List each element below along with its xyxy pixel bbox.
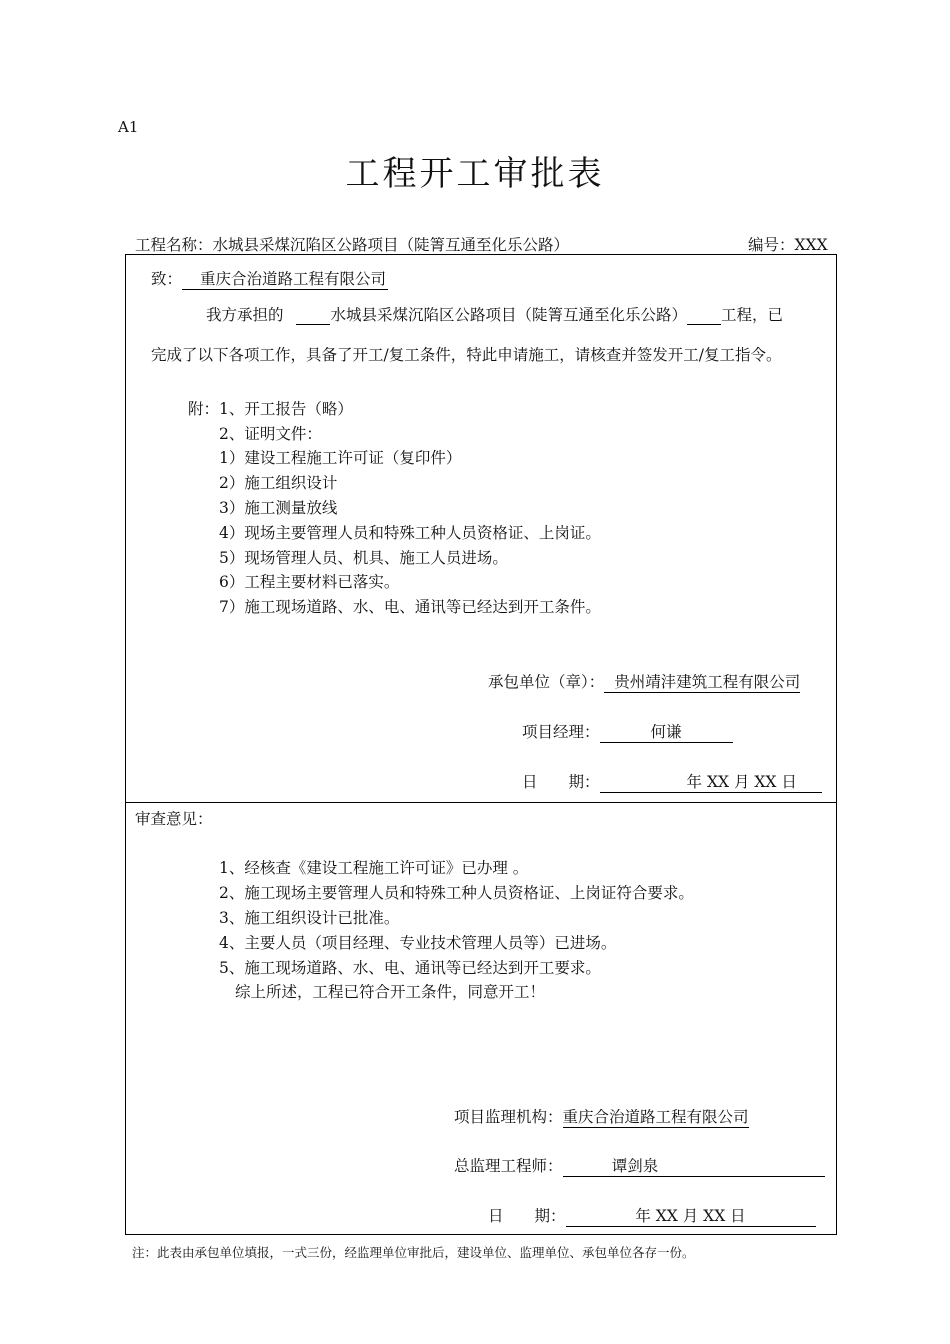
chief-engineer-label: 总监理工程师：: [454, 1157, 563, 1175]
footnote: 注：此表由承包单位填报，一式三份，经监理单位审批后，建设单位、监理单位、承包单位各存一份。: [132, 1245, 695, 1260]
review-item: 2、施工现场主要管理人员和特殊工种人员资格证、上岗证符合要求。: [219, 884, 694, 902]
project-name-label: 工程名称：: [135, 236, 213, 254]
contractor-row: [488, 670, 800, 693]
chief-engineer-value: 谭剑泉: [563, 1154, 825, 1177]
contractor-value: 贵州靖沣建筑工程有限公司: [604, 670, 800, 693]
page-title: 工程开工审批表: [345, 154, 605, 194]
manager-value: 何谦: [600, 720, 733, 743]
form-number-value: XXX: [794, 236, 828, 254]
section-divider: [126, 802, 836, 803]
review-heading: 审查意见：: [135, 810, 213, 828]
attachment-item: 2）施工组织设计: [219, 474, 338, 492]
attachment-item: 附：1、开工报告（略）: [188, 400, 353, 418]
review-item: 3、施工组织设计已批准。: [219, 909, 400, 927]
form-number-label: 编号：: [748, 236, 795, 254]
form-number-row: [748, 233, 828, 255]
supervision-org-row: [454, 1105, 749, 1128]
contractor-label: 承包单位（章）：: [488, 673, 605, 691]
application-date-label: 日 期：: [522, 773, 600, 791]
review-item: 5、施工现场道路、水、电、通讯等已经达到开工要求。: [219, 959, 601, 977]
body-blank-left: [296, 306, 330, 325]
application-date-row: [522, 770, 822, 793]
application-date-value: 年 XX 月 XX 日: [600, 770, 822, 793]
project-name-row: [135, 233, 569, 255]
body-blank-right: [687, 306, 721, 325]
attachment-item: 3）施工测量放线: [219, 499, 338, 517]
review-date-value: 年 XX 月 XX 日: [566, 1204, 816, 1227]
approval-form-table: [125, 254, 837, 1235]
chief-engineer-row: [454, 1154, 825, 1177]
attachment-item: 4）现场主要管理人员和特殊工种人员资格证、上岗证。: [219, 524, 601, 542]
manager-label: 项目经理：: [522, 723, 600, 741]
review-date-row: [488, 1204, 816, 1227]
body-suffix: 工程，已: [720, 306, 783, 324]
attachment-item: 6）工程主要材料已落实。: [219, 573, 400, 591]
attachment-item: 2、证明文件：: [219, 425, 322, 443]
review-item: 4、主要人员（项目经理、专业技术管理人员等）已进场。: [219, 934, 617, 952]
form-code: A1: [118, 118, 139, 136]
review-date-label: 日 期：: [488, 1207, 566, 1225]
addressee-value: 重庆合治道路工程有限公司: [182, 267, 388, 290]
review-conclusion: 综上所述，工程已符合开工条件，同意开工！: [235, 983, 546, 1001]
addressee-row: [151, 267, 388, 290]
application-body-line1: [206, 303, 783, 325]
supervision-org-label: 项目监理机构：: [454, 1108, 563, 1126]
attachment-item: 1）建设工程施工许可证（复印件）: [219, 449, 462, 467]
addressee-label: 致：: [151, 270, 183, 288]
attachment-item: 7）施工现场道路、水、电、通讯等已经达到开工条件。: [219, 598, 601, 616]
body-prefix: 我方承担的: [206, 306, 284, 324]
project-name-value: 水城县采煤沉陷区公路项目（陡箐互通至化乐公路）: [212, 236, 570, 254]
application-body-line2: 完成了以下各项工作，具备了开工/复工条件，特此申请施工，请核查并签发开工/复工指令。: [151, 346, 782, 364]
attachment-item: 5）现场管理人员、机具、施工人员进场。: [219, 549, 508, 567]
supervision-org-value: 重庆合治道路工程有限公司: [563, 1105, 749, 1128]
body-project: 水城县采煤沉陷区公路项目（陡箐互通至化乐公路）: [330, 306, 687, 324]
manager-row: [522, 720, 733, 743]
review-item: 1、经核查《建设工程施工许可证》已办理 。: [219, 859, 529, 877]
